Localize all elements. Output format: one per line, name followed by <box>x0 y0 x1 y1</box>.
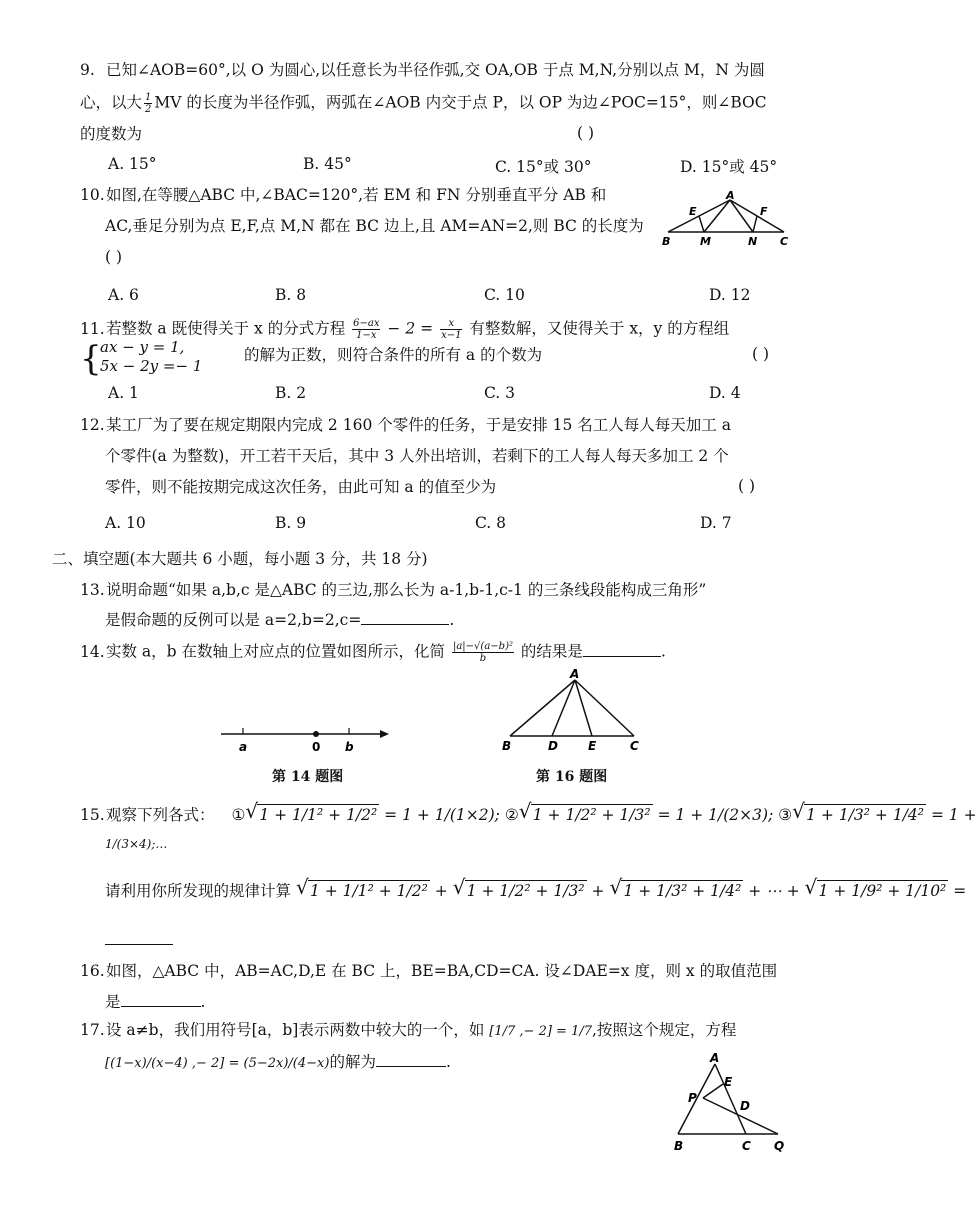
q12-line3: 零件，则不能按期完成这次任务，由此可知 a 的值至少为 <box>105 478 497 496</box>
q11-option-a: A. 1 <box>108 384 139 402</box>
q12-option-c: C. 8 <box>475 514 507 532</box>
q17-answer-blank[interactable] <box>376 1052 446 1067</box>
q16-label-b: B <box>502 739 512 753</box>
q13-line2: 是假命题的反例可以是 a=2,b=2,c= . <box>105 611 455 629</box>
q17-triangle-figure <box>668 1052 788 1156</box>
q14-axis-label-0: 0 <box>312 740 321 754</box>
q17-label-a: A <box>710 1051 720 1065</box>
q10-label-n: N <box>748 235 758 248</box>
q10-line1: 10.如图,在等腰△ABC 中,∠BAC=120°,若 EM 和 FN 分别垂直平分 AB 和 <box>80 186 607 204</box>
q9-line2: 心，以大 $\frac{1}{2}$ MV 的长度为半径作弧，两弧在∠AOB 内交于点 P，以 OP 为边∠POC=15°，则∠BOC <box>80 92 767 115</box>
q15-line3: 请利用你所发现的规律计算 √ 1 + 1/1² + 1/2² + √ 1 + 1/2² + 1/3² + √ 1 + 1/3² + 1/4² + ⋯ + √ 1 + 1/9² + 1/10² = <box>105 880 966 901</box>
q12-option-b: B. 9 <box>275 514 307 532</box>
q9-option-d: D. 15°或 45° <box>680 158 778 176</box>
q16-line1: 16.如图，△ABC 中，AB=AC,D,E 在 BC 上，BE=BA,CD=CA. 设∠DAE=x 度，则 x 的取值范围 <box>80 962 778 980</box>
q11-option-b: B. 2 <box>275 384 307 402</box>
q17-label-e: E <box>724 1075 733 1089</box>
q17-label-q: Q <box>774 1139 785 1153</box>
q10-label-m: M <box>700 235 711 248</box>
q14-number-line <box>215 722 395 756</box>
q9-option-a: A. 15° <box>108 155 157 173</box>
q17-label-c: C <box>742 1139 751 1153</box>
q14-figure-caption: 第 14 题图 <box>272 769 344 785</box>
q9-line1: 9. 已知∠AOB=60°,以 O 为圆心,以任意长为半径作弧,交 OA,OB 于点 M,N,分别以点 M，N 为圆 <box>80 61 765 79</box>
q17-line2: [(1−x)/(x−4) ,− 2] = (5−2x)/(4−x)的解为 . <box>105 1053 451 1071</box>
q16-label-d: D <box>548 739 558 753</box>
q12-line2: 个零件(a 为整数)，开工若干天后，其中 3 人外出培训，若剩下的工人每人每天多加工 2 个 <box>105 447 729 465</box>
q16-line2: 是 . <box>105 993 206 1011</box>
q15-line1: 15.观察下列各式： ①√ 1 + 1/1² + 1/2² = 1 + 1/(1×2); ②√ 1 + 1/2² + 1/3² = 1 + 1/(2×3); ③√ 1 + 1/3² + 1/4² = 1 + <box>80 804 977 825</box>
q12-answer-paren: ( ) <box>738 477 756 495</box>
q10-line3: ( ) <box>105 248 123 266</box>
q15-answer-blank[interactable] <box>105 930 173 945</box>
q11-system-eq2: 5x − 2y =− 1 <box>100 357 203 375</box>
q9-option-b: B. 45° <box>303 155 352 173</box>
q10-option-d: D. 12 <box>709 286 751 304</box>
q14-answer-blank[interactable] <box>583 642 661 657</box>
q10-option-c: C. 10 <box>484 286 525 304</box>
q11-system-eq1: ax − y = 1, <box>100 338 185 356</box>
q9-option-c: C. 15°或 30° <box>495 158 592 176</box>
q16-figure-caption: 第 16 题图 <box>536 769 608 785</box>
q16-answer-blank[interactable] <box>121 992 201 1007</box>
q11-answer-paren: ( ) <box>752 345 770 363</box>
q11-system-brace: { <box>80 339 102 379</box>
q17-label-d: D <box>740 1099 750 1113</box>
q14-axis-label-a: a <box>239 740 248 754</box>
q13-line1: 13.说明命题“如果 a,b,c 是△ABC 的三边,那么长为 a-1,b-1,c-1 的三条线段能构成三角形” <box>80 581 707 599</box>
q17-label-b: B <box>674 1139 684 1153</box>
section-heading: 二、填空题(本大题共 6 小题，每小题 3 分，共 18 分) <box>52 550 428 568</box>
q10-label-c: C <box>780 235 789 248</box>
q11-option-c: C. 3 <box>484 384 516 402</box>
q10-option-a: A. 6 <box>108 286 139 304</box>
q17-line1: 17.设 a≠b，我们用符号[a，b]表示两数中较大的一个，如 [1/7 ,− 2] = 1/7,按照这个规定，方程 <box>80 1021 737 1039</box>
q10-triangle-figure <box>660 188 792 250</box>
q10-label-e: E <box>689 205 697 218</box>
q15-line2: 1/(3×4);… <box>105 837 168 851</box>
q10-label-f: F <box>760 205 768 218</box>
q16-label-c: C <box>630 739 639 753</box>
q10-label-a: A <box>726 189 735 202</box>
q12-option-d: D. 7 <box>700 514 732 532</box>
q11-option-d: D. 4 <box>709 384 741 402</box>
q11-line2: 的解为正数，则符合条件的所有 a 的个数为 <box>244 346 543 364</box>
q9-answer-paren: ( ) <box>577 124 595 142</box>
q16-label-e: E <box>588 739 597 753</box>
q16-label-a: A <box>570 667 580 681</box>
q10-label-b: B <box>662 235 671 248</box>
q10-line2: AC,垂足分别为点 E,F,点 M,N 都在 BC 边上,且 AM=AN=2,则 BC 的长度为 <box>105 217 644 235</box>
q11-line1: 11.若整数 a 既使得关于 x 的分式方程 $\frac{6-ax}{1-x}$ − 2 = $\frac{x}{x-1}$ 有整数解，又使得关于 x，y 的方程组 <box>80 318 730 341</box>
q9-line3: 的度数为 <box>80 125 143 143</box>
q13-answer-blank[interactable] <box>361 610 449 625</box>
q12-line1: 12.某工厂为了要在规定期限内完成 2 160 个零件的任务，于是安排 15 名工人每人每天加工 a <box>80 416 731 434</box>
q14-axis-label-b: b <box>345 740 354 754</box>
q16-triangle-figure <box>498 668 648 758</box>
q17-label-p: P <box>688 1091 697 1105</box>
q12-option-a: A. 10 <box>105 514 146 532</box>
q14-line1: 14.实数 a，b 在数轴上对应点的位置如图所示，化简 $\frac{\text{|a|−√(a−b)²}}{b}$ 的结果是 . <box>80 641 666 664</box>
q10-option-b: B. 8 <box>275 286 307 304</box>
